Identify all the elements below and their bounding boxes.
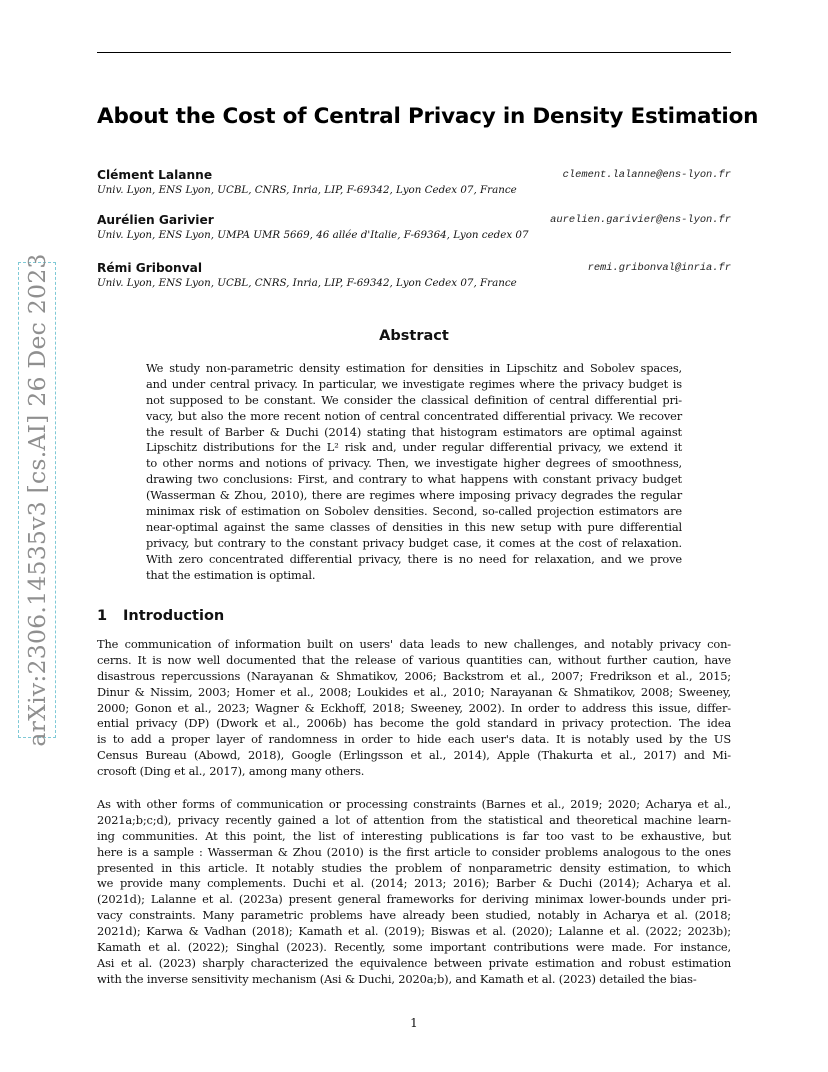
text-line: the result of Barber & Duchi (2014) stating that histogram estimators are optimal against xyxy=(146,424,682,439)
text-line: vacy, but also the more recent notion of central concentrated differential privacy. We recover xyxy=(146,408,682,423)
author-affiliation: Univ. Lyon, ENS Lyon, UCBL, CNRS, Inria, LIP, F-69342, Lyon Cedex 07, France xyxy=(97,277,517,289)
text-line: ential privacy (DP) (Dwork et al., 2006b) has become the gold standard in privacy protection. The idea xyxy=(97,716,731,731)
text-line: Dinur & Nissim, 2003; Homer et al., 2008; Loukides et al., 2010; Narayanan & Shmatikov, 2008; Sweeney, xyxy=(97,684,731,699)
author-block xyxy=(97,213,731,247)
text-line: (Wasserman & Zhou, 2010), there are regimes where imposing privacy degrades the regular xyxy=(146,488,682,503)
text-line: ing communities. At this point, the list of interesting publications is far too vast to be exhaustive, but xyxy=(97,828,731,843)
text-line: with the inverse sensitivity mechanism (Asi & Duchi, 2020a;b), and Kamath et al. (2023) detailed the bias- xyxy=(97,971,697,986)
author-affiliation: Univ. Lyon, ENS Lyon, UMPA UMR 5669, 46 allée d'Italie, F-69364, Lyon cedex 07 xyxy=(97,229,529,241)
page-number: 1 xyxy=(410,1016,418,1030)
text-line: We study non-parametric density estimation for densities in Lipschitz and Sobolev spaces, xyxy=(146,361,682,375)
text-line: to other norms and notions of privacy. Then, we investigate higher degrees of smoothness, xyxy=(146,456,682,471)
abstract-body xyxy=(146,361,682,583)
text-line: Census Bureau (Abowd, 2018), Google (Erlingsson et al., 2014), Apple (Thakurta et al., 2017) and Mi- xyxy=(97,748,731,763)
author-name: Aurélien Garivier xyxy=(97,213,214,227)
section-title: Introduction xyxy=(123,608,225,624)
text-line: vacy constraints. Many parametric problems have already been studied, notably in Acharya et al. (2018; xyxy=(97,908,731,923)
text-line: 2021d); Karwa & Vadhan (2018); Kamath et al. (2019); Biswas et al. (2020); Lalanne et al. (2022; 2023b); xyxy=(97,924,731,939)
text-line: here is a sample : Wasserman & Zhou (2010) is the first article to consider problems analogous to the ones xyxy=(97,844,731,859)
author-email[interactable]: clement.lalanne@ens-lyon.fr xyxy=(562,169,731,181)
text-line: cerns. It is now well documented that the release of various quantities can, without further caution, have xyxy=(97,652,731,667)
text-line: Kamath et al. (2022); Singhal (2023). Recently, some important contributions were made. For instance, xyxy=(97,940,731,955)
text-line: disastrous repercussions (Narayanan & Shmatikov, 2006; Backstrom et al., 2007; Fredrikson et al., 2015; xyxy=(97,668,731,683)
text-line: 2021a;b;c;d), privacy recently gained a lot of attention from the statistical and theoretical machine learn- xyxy=(97,812,731,827)
text-line: drawing two conclusions: First, and contrary to what happens with constant privacy budget xyxy=(146,472,682,487)
abstract-heading: Abstract xyxy=(379,328,449,344)
arxiv-identifier-text: arXiv:2306.14535v3 [cs.AI] 26 Dec 2023 xyxy=(23,253,51,747)
text-line: privacy, but contrary to the constant privacy budget case, it comes at the cost of relaxation. xyxy=(146,535,682,550)
introduction-paragraph xyxy=(97,637,731,780)
text-line: minimax risk of estimation on Sobolev densities. Second, so-called projection estimators are xyxy=(146,504,682,519)
author-block xyxy=(97,168,731,202)
text-line: As with other forms of communication or processing constraints (Barnes et al., 2019; 2020; Acharya et al., xyxy=(97,797,731,811)
text-line: is to add a proper layer of randomness in order to hide each user's data. It is notably used by the US xyxy=(97,732,731,747)
text-line: (2021d); Lalanne et al. (2023a) present general frameworks for deriving minimax lower-bounds under pri- xyxy=(97,892,731,907)
text-line: The communication of information built on users' data leads to new challenges, and notably privacy con- xyxy=(97,637,731,651)
text-line: Asi et al. (2023) sharply characterized the equivalence between private estimation and robust estimation xyxy=(97,955,731,970)
top-rule xyxy=(97,52,731,53)
author-block xyxy=(97,261,731,295)
text-line: near-optimal against the same classes of densities in this new setup with pure differential xyxy=(146,519,682,534)
paper-title: About the Cost of Central Privacy in Density Estimation xyxy=(97,104,759,129)
section-number: 1 xyxy=(97,608,108,624)
text-line: Lipschitz distributions for the L² risk and, under regular differential privacy, we extend it xyxy=(146,440,682,455)
text-line: crosoft (Ding et al., 2017), among many others. xyxy=(97,764,365,779)
author-email[interactable]: remi.gribonval@inria.fr xyxy=(587,262,731,274)
author-email[interactable]: aurelien.garivier@ens-lyon.fr xyxy=(550,214,731,226)
author-name: Clément Lalanne xyxy=(97,168,213,182)
introduction-paragraph xyxy=(97,797,731,988)
text-line: that the estimation is optimal. xyxy=(146,567,316,582)
text-line: 2000; Gonon et al., 2023; Wagner & Eckhoff, 2018; Sweeney, 2002). In order to address this issue, differ- xyxy=(97,700,731,715)
author-affiliation: Univ. Lyon, ENS Lyon, UCBL, CNRS, Inria, LIP, F-69342, Lyon Cedex 07, France xyxy=(97,184,517,196)
section-heading xyxy=(97,608,224,624)
text-line: we provide many complements. Duchi et al. (2014; 2013; 2016); Barber & Duchi (2014); Acharya et al. xyxy=(97,876,731,891)
text-line: not supposed to be constant. We consider the classical definition of central differential pri- xyxy=(146,392,682,407)
text-line: presented in this article. It notably studies the problem of nonparametric density estimation, to which xyxy=(97,860,731,875)
text-line: With zero concentrated differential privacy, there is no need for relaxation, and we prove xyxy=(146,551,682,566)
author-name: Rémi Gribonval xyxy=(97,261,203,275)
text-line: and under central privacy. In particular, we investigate regimes where the privacy budget is xyxy=(146,376,682,391)
